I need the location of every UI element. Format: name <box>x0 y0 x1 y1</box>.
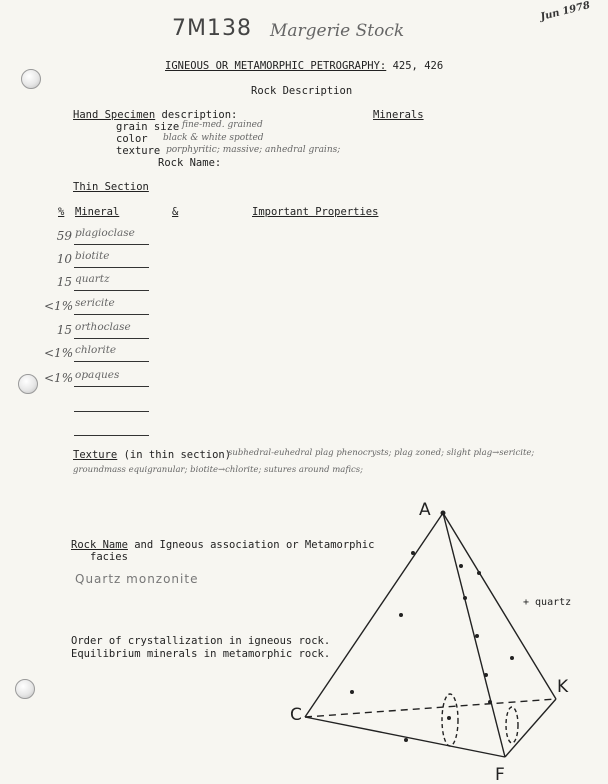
mineral-percent: 59 <box>56 229 72 243</box>
color-label: color <box>116 133 148 145</box>
vertex-label-k: K <box>557 677 569 697</box>
plot-point <box>510 656 514 660</box>
column-amp: & <box>172 206 179 218</box>
texture-label: texture <box>116 145 161 157</box>
mineral-name: biotite <box>74 250 149 268</box>
rock-name-heading-rest: and Igneous association or Metamorphic <box>134 539 375 551</box>
plot-point <box>404 738 408 742</box>
mineral-percent: 15 <box>56 323 72 337</box>
mineral-name: plagioclase <box>74 227 149 245</box>
mineral-name: orthoclase <box>74 321 149 339</box>
minerals-label: Minerals <box>373 109 424 121</box>
grain-size-label: grain size <box>116 121 180 133</box>
date-note: Jun 1978 <box>539 0 592 23</box>
texture-heading: Texture <box>73 449 118 461</box>
edge-c-f <box>305 717 505 757</box>
order-line2: Equilibrium minerals in metamorphic rock. <box>71 648 331 660</box>
order-line1: Order of crystallization in igneous rock. <box>71 635 331 647</box>
vertex-label-f: F <box>495 765 505 784</box>
column-properties: Important Properties <box>252 206 379 218</box>
edge-c-k-hidden <box>305 699 556 717</box>
mineral-percent: 10 <box>56 252 72 266</box>
plot-point <box>459 564 463 568</box>
mineral-percent: <1% <box>44 346 74 360</box>
edge-a-f <box>443 513 505 757</box>
column-mineral: Mineral <box>75 206 120 218</box>
hand-specimen-heading-rest: description: <box>161 109 238 121</box>
sample-id: 7M138 <box>172 16 252 41</box>
texture-notes-line1: subhedral-euhedral plag phenocrysts; plag zoned; slight plag→sericite; <box>228 448 535 458</box>
mineral-percent: <1% <box>44 299 74 313</box>
hand-specimen-heading: Hand Specimen <box>73 109 156 121</box>
texture-heading-rest: (in thin section) <box>123 449 232 461</box>
plot-point <box>475 634 479 638</box>
rock-name-heading-line2: facies <box>90 551 128 563</box>
plus-quartz-label: + quartz <box>523 597 572 608</box>
vertex-label-a: A <box>419 500 431 520</box>
mineral-name: sericite <box>74 297 149 315</box>
edge-a-c <box>305 513 443 717</box>
mineral-name: chlorite <box>74 344 149 362</box>
edge-f-k <box>505 699 556 757</box>
vertex-a-dot <box>441 511 446 516</box>
plot-point <box>350 690 354 694</box>
plot-point <box>488 700 492 704</box>
course-numbers: 425, 426 <box>392 60 444 72</box>
mineral-name: opaques <box>74 369 149 387</box>
stock-name: Margerie Stock <box>270 21 405 41</box>
texture-value: porphyritic; massive; anhedral grains; <box>166 145 341 155</box>
composition-ellipse-1 <box>442 694 458 746</box>
plot-point <box>463 596 467 600</box>
rock-name-heading: Rock Name <box>71 539 128 551</box>
plot-point <box>484 673 488 677</box>
mineral-percent: 15 <box>56 275 72 289</box>
course-title: IGNEOUS OR METAMORPHIC PETROGRAPHY: <box>165 60 387 72</box>
rock-name-value: Quartz monzonite <box>75 572 199 586</box>
grain-size-value: fine-med. grained <box>182 120 263 130</box>
plot-point <box>447 716 451 720</box>
plot-point <box>477 571 481 575</box>
mineral-name: quartz <box>74 273 149 291</box>
column-percent: % <box>58 206 65 218</box>
plot-point <box>411 551 415 555</box>
texture-notes-line2: groundmass equigranular; biotite→chlorite; sutures around mafics; <box>73 465 364 475</box>
thin-section-heading: Thin Section <box>73 181 149 193</box>
color-value: black & white spotted <box>163 133 264 143</box>
rock-name-label: Rock Name: <box>158 157 222 169</box>
plot-point <box>399 613 403 617</box>
vertex-label-c: C <box>290 705 302 725</box>
section-title: Rock Description <box>251 85 353 97</box>
composition-ellipse-2 <box>506 707 518 743</box>
mineral-percent: <1% <box>44 371 74 385</box>
